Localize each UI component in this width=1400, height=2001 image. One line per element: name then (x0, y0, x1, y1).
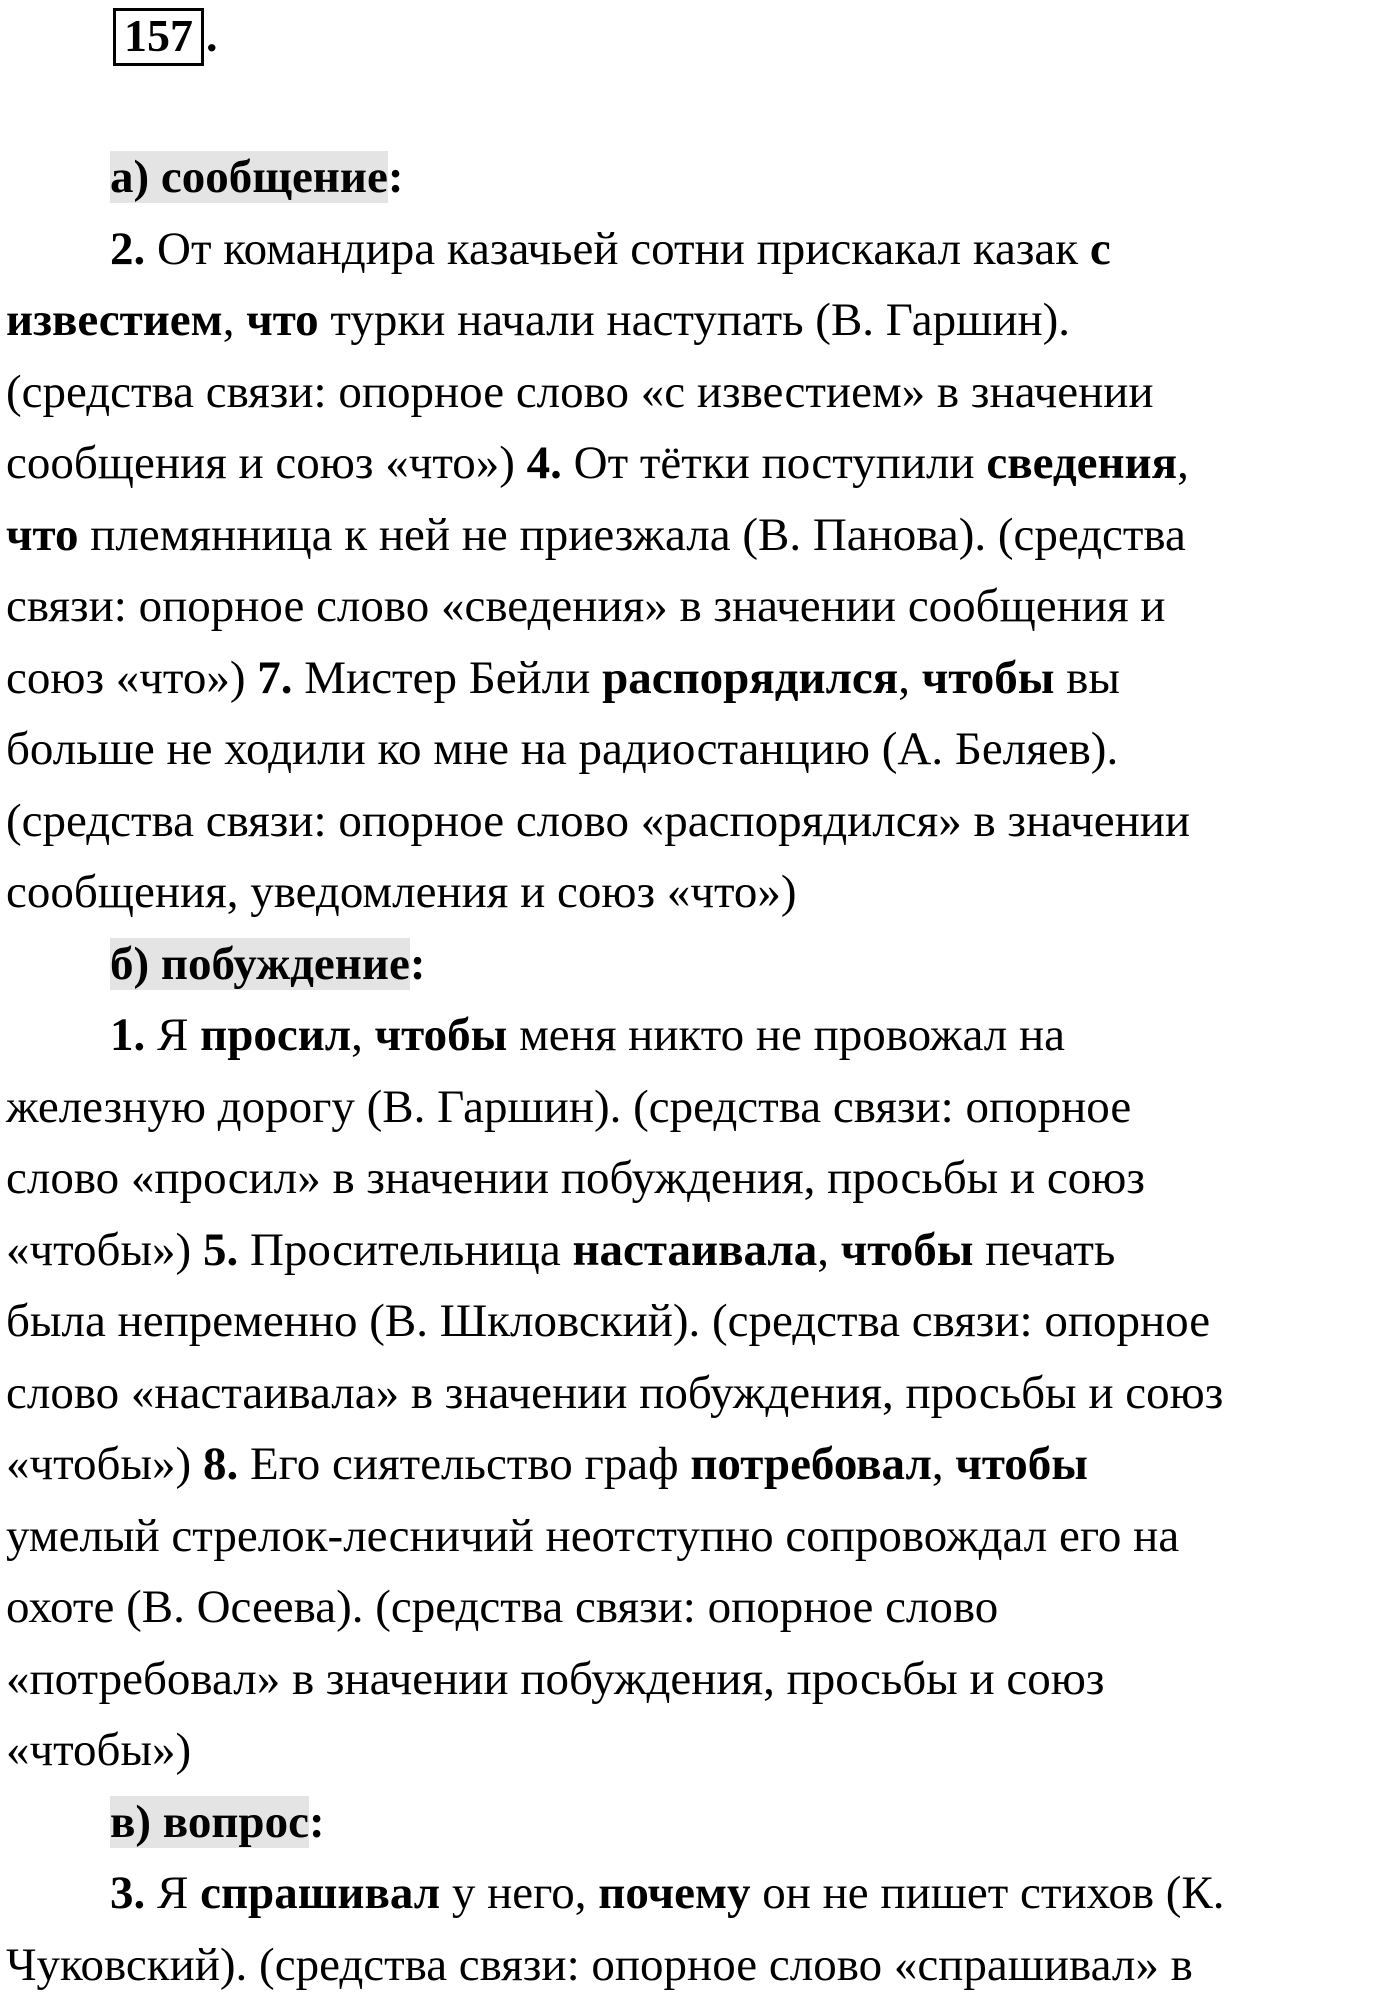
section-heading-label: а) сообщение (110, 151, 388, 203)
bold-text: известием (6, 294, 223, 346)
text-run: он не пишет стихов (К. (751, 1867, 1225, 1919)
text-run: связи: опорное слово «сведения» в значении сообщения и (6, 580, 1165, 632)
text-line (6, 786, 1400, 858)
task-number-box: 157 (113, 8, 204, 66)
text-run: «чтобы») (6, 1224, 203, 1276)
text-run: печать (973, 1224, 1115, 1276)
text-line (6, 1572, 1400, 1644)
bold-text: настаивала (572, 1224, 817, 1276)
bold-text: 4. (527, 437, 562, 489)
text-run: , (351, 1009, 375, 1061)
bold-text: с (1090, 223, 1111, 275)
bold-text: чтобы (922, 652, 1055, 704)
text-run: была непременно (В. Шкловский). (средства связи: опорное (6, 1295, 1210, 1347)
text-run: союз «что») (6, 652, 257, 704)
bold-text: 1. (110, 1009, 145, 1061)
text-line (6, 1000, 1400, 1072)
section-heading (6, 929, 1400, 1001)
text-line (6, 285, 1400, 357)
section-heading-colon: : (388, 151, 404, 203)
text-line (6, 1501, 1400, 1573)
text-line (6, 1715, 1400, 1787)
text-run: , (223, 294, 247, 346)
text-run: железную дорогу (В. Гаршин). (средства связи: опорное (6, 1081, 1131, 1133)
text-line (6, 1858, 1400, 1930)
text-run: Я (145, 1867, 200, 1919)
text-run: сообщения, уведомления и союз «что») (6, 866, 797, 918)
text-line (6, 1286, 1400, 1358)
text-line (6, 643, 1400, 715)
bold-text: потребовал (690, 1438, 932, 1490)
bold-text: почему (598, 1867, 750, 1919)
text-line (6, 214, 1400, 286)
text-run: Я (145, 1009, 200, 1061)
bold-text: что (6, 509, 78, 561)
text-line (6, 857, 1400, 929)
text-run: (средства связи: опорное слово «распорядился» в значении (6, 795, 1190, 847)
text-run: охоте (В. Осеева). (средства связи: опорное слово (6, 1581, 998, 1633)
text-run: Мистер Бейли (293, 652, 603, 704)
text-line (6, 1358, 1400, 1430)
text-run: , (817, 1224, 841, 1276)
text-run: «потребовал» в значении побуждения, просьбы и союз (6, 1653, 1104, 1705)
section-heading (6, 142, 1400, 214)
bold-text: 5. (203, 1224, 238, 1276)
text-line (6, 714, 1400, 786)
section-heading-colon: : (309, 1796, 325, 1848)
text-line (6, 571, 1400, 643)
bold-text: 8. (203, 1438, 238, 1490)
text-run: (средства связи: опорное слово «с известием» в значении (6, 366, 1154, 418)
text-line (6, 1072, 1400, 1144)
text-line (6, 1429, 1400, 1501)
text-run: умелый стрелок-лесничий неотступно сопровождал его на (6, 1510, 1179, 1562)
text-run: «чтобы») (6, 1438, 203, 1490)
bold-text: чтобы (841, 1224, 974, 1276)
text-run: Его сиятельство граф (238, 1438, 690, 1490)
text-line (6, 1644, 1400, 1716)
bold-text: сведения (986, 437, 1177, 489)
text-line (6, 1930, 1400, 2001)
bold-text: чтобы (375, 1009, 508, 1061)
text-run: , (932, 1438, 956, 1490)
bold-text: чтобы (955, 1438, 1088, 1490)
text-line (6, 428, 1400, 500)
task-number (113, 8, 218, 66)
section-heading-label: б) побуждение (110, 938, 410, 990)
text-run: турки начали наступать (В. Гаршин). (319, 294, 1070, 346)
text-run: меня никто не провожал на (507, 1009, 1065, 1061)
text-run: больше не ходили ко мне на радиостанцию (А. Беляев). (6, 723, 1118, 775)
bold-text: распорядился (602, 652, 898, 704)
section-heading (6, 1787, 1400, 1859)
text-run: сообщения и союз «что») (6, 437, 527, 489)
task-number-dot: . (206, 13, 218, 59)
text-run: слово «просил» в значении побуждения, просьбы и союз (6, 1152, 1145, 1204)
text-run: , (1177, 437, 1189, 489)
bold-text: 7. (257, 652, 292, 704)
section-heading-colon: : (410, 938, 426, 990)
bold-text: просил (200, 1009, 351, 1061)
bold-text: 3. (110, 1867, 145, 1919)
text-run: слово «настаивала» в значении побуждения, просьбы и союз (6, 1367, 1223, 1419)
text-line (6, 1215, 1400, 1287)
text-run: вы (1054, 652, 1120, 704)
text-run: племянница к ней не приезжала (В. Панова). (средства (78, 509, 1185, 561)
text-run: у него, (440, 1867, 598, 1919)
text-run: «чтобы») (6, 1724, 191, 1776)
bold-text: что (246, 294, 318, 346)
text-run: Чуковский). (средства связи: опорное слово «спрашивал» в (6, 1939, 1193, 1991)
text-run: Просительница (238, 1224, 572, 1276)
section-heading-label: в) вопрос (110, 1796, 309, 1848)
text-line (6, 500, 1400, 572)
bold-text: спрашивал (200, 1867, 440, 1919)
text-line (6, 1143, 1400, 1215)
text-run: От тётки поступили (562, 437, 986, 489)
answer-text (6, 142, 1400, 2001)
text-line (6, 357, 1400, 429)
text-run: От командира казачьей сотни прискакал казак (145, 223, 1090, 275)
bold-text: 2. (110, 223, 145, 275)
text-run: , (898, 652, 922, 704)
